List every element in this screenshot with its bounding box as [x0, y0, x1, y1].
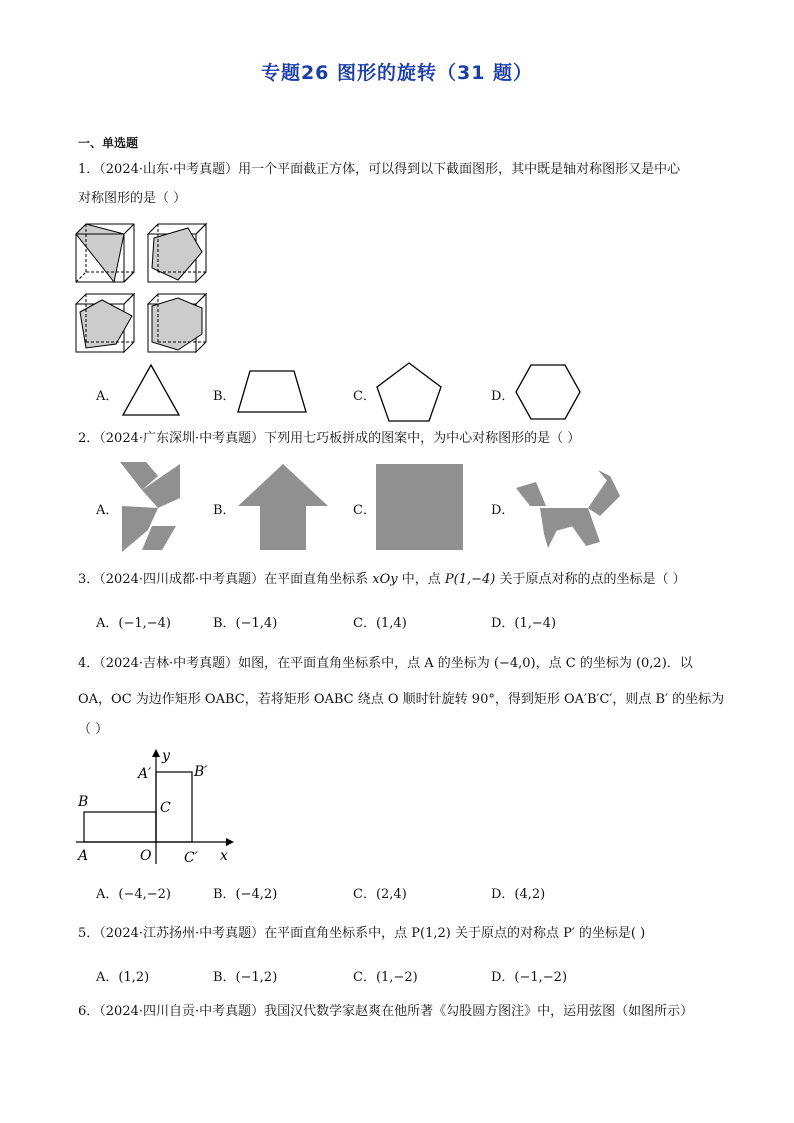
- q2-option-b[interactable]: B．: [213, 503, 236, 518]
- q5-option-b[interactable]: B．(−1,2): [213, 970, 278, 985]
- q1-cube-figures: [74, 222, 214, 356]
- label-y: y: [162, 748, 170, 764]
- q3-text-b: 中，点: [401, 572, 441, 587]
- q2-tangram-b: [236, 462, 330, 552]
- cube-1: [76, 224, 134, 282]
- q4-option-c[interactable]: C．(2,4): [353, 887, 407, 902]
- q4-option-d[interactable]: D．(4,2): [491, 887, 546, 902]
- label-a: A: [78, 848, 89, 864]
- q2-option-c[interactable]: C．: [353, 503, 376, 518]
- label-c: C: [160, 800, 171, 816]
- q4-option-b[interactable]: B．(−4,2): [213, 887, 278, 902]
- label-o: O: [140, 848, 152, 864]
- q2-option-a[interactable]: A．: [96, 503, 119, 518]
- q2-tangram-c: [375, 463, 465, 551]
- q3-text: [78, 566, 728, 594]
- q3-option-a[interactable]: A．(−1,−4): [96, 616, 171, 631]
- q3-text-a: 3．（2024·四川成都·中考真题）在平面直角坐标系: [78, 572, 369, 587]
- q6-text: 6．（2024·四川自贡·中考真题）我国汉代数学家赵爽在他所著《勾股圆方图注》中，运用弦图（如图所示）: [78, 1004, 694, 1019]
- q4-option-a[interactable]: A．(−4,−2): [96, 887, 171, 902]
- q3-point: P(1,−4): [444, 572, 496, 587]
- q2-tangram-d: [514, 466, 622, 550]
- cube-3: [76, 294, 134, 352]
- label-c-prime: C′: [184, 850, 198, 866]
- q1-option-c[interactable]: C．: [353, 389, 376, 404]
- q4-line3: （ ）: [78, 722, 109, 737]
- q1-line1: 1．（2024·山东·中考真题）用一个平面截正方体，可以得到以下截面图形，其中既是轴对称图形又是中心: [78, 162, 681, 177]
- q3-option-c[interactable]: C．(1,4): [353, 616, 407, 631]
- q2-option-d[interactable]: D．: [491, 503, 515, 518]
- label-b: B: [78, 794, 89, 810]
- label-x: x: [220, 848, 228, 864]
- q5-option-c[interactable]: C．(1,−2): [353, 970, 418, 985]
- cube-2: [148, 224, 206, 282]
- q1-trapezoid-shape: [236, 368, 308, 414]
- label-a-prime: A′: [138, 766, 152, 782]
- q2-text: 2．（2024·广东深圳·中考真题）下列用七巧板拼成的图案中，为中心对称图形的是（ ）: [78, 431, 581, 446]
- q4-line1: 4．（2024·吉林·中考真题）如图，在平面直角坐标系中，点 A 的坐标为 (−4,0)，点 C 的坐标为 (0,2)．以: [78, 656, 693, 671]
- page-title: 专题26 图形的旋转（31 题）: [260, 62, 534, 84]
- cube-4: [148, 294, 206, 352]
- q1-line2: 对称图形的是（ ）: [78, 191, 187, 206]
- q5-option-a[interactable]: A．(1,2): [96, 970, 150, 985]
- q1-hexagon-shape: [514, 362, 582, 422]
- q5-option-d[interactable]: D．(−1,−2): [491, 970, 568, 985]
- q3-text-c: 关于原点对称的点的坐标是（ ）: [499, 572, 686, 587]
- q1-option-a[interactable]: A．: [96, 389, 119, 404]
- q3-option-d[interactable]: D．(1,−4): [491, 616, 557, 631]
- section-heading: 一、单选题: [78, 136, 139, 150]
- q3-var: xOy: [372, 572, 398, 587]
- q1-option-d[interactable]: D．: [491, 389, 515, 404]
- q5-text: 5．（2024·江苏扬州·中考真题）在平面直角坐标系中，点 P(1,2) 关于原点的对称点 P′ 的坐标是( ): [78, 926, 646, 941]
- q4-line2: OA，OC 为边作矩形 OABC，若将矩形 OABC 绕点 O 顺时针旋转 90°，得到矩形 OA′B′C′，则点 B′ 的坐标为: [78, 692, 725, 707]
- q1-option-b[interactable]: B．: [213, 389, 236, 404]
- q4-coordinate-figure: [72, 746, 242, 868]
- q2-tangram-a: [118, 460, 182, 554]
- label-b-prime: B′: [194, 764, 208, 780]
- q1-triangle-shape: [120, 362, 182, 418]
- q1-pentagon-shape: [374, 360, 444, 424]
- q3-option-b[interactable]: B．(−1,4): [213, 616, 278, 631]
